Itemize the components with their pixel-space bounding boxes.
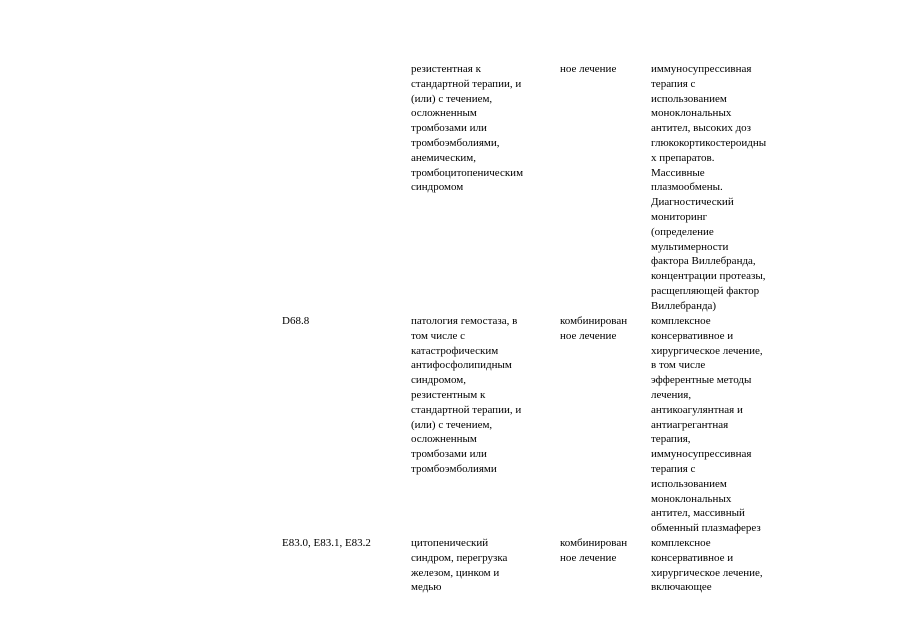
icd-code-cell: D68.8 xyxy=(282,315,310,327)
patient-model-cell: цитопенический синдром, перегрузка железом, цинком и медью xyxy=(411,537,508,594)
icd-code-cell: E83.0, E83.1, E83.2 xyxy=(282,537,371,549)
treatment-method-cell: иммуносупрессивная терапия с использованием моноклональных антител, высоких доз глюкокортикостероидны х препаратов. Массивные плазмообмены. Диагностический мониторинг (определение мультимерности фактора Виллебранда, концентрации протеазы, расщепляющей фактор Виллебранда) xyxy=(651,63,767,312)
patient-model-cell: патология гемостаза, в том числе с катастрофическим антифосфолипидным синдромом, резистентным к стандартной терапии, и (или) с течением, осложненным тромбозами или тромбоэмболиями xyxy=(411,315,522,475)
treatment-method-cell: комплексное консервативное и хирургическое лечение, в том числе эфферентные методы лечения, антикоагулянтная и антиагрегантная терапия, иммуносупрессивная терапия с использованием моноклональных антител, массивный обменный плазмаферез xyxy=(651,315,763,535)
treatment-method-cell: комплексное консервативное и хирургическое лечение, включающее xyxy=(651,537,763,594)
treatment-type-cell: комбинирован ное лечение xyxy=(560,315,628,342)
treatment-type-cell: ное лечение xyxy=(560,63,617,75)
patient-model-cell: резистентная к стандартной терапии, и (или) с течением, осложненным тромбозами или тромбоэмболиями, анемическим, тромбоцитопеническим синдромом xyxy=(411,63,524,194)
treatment-type-cell: комбинирован ное лечение xyxy=(560,537,628,564)
